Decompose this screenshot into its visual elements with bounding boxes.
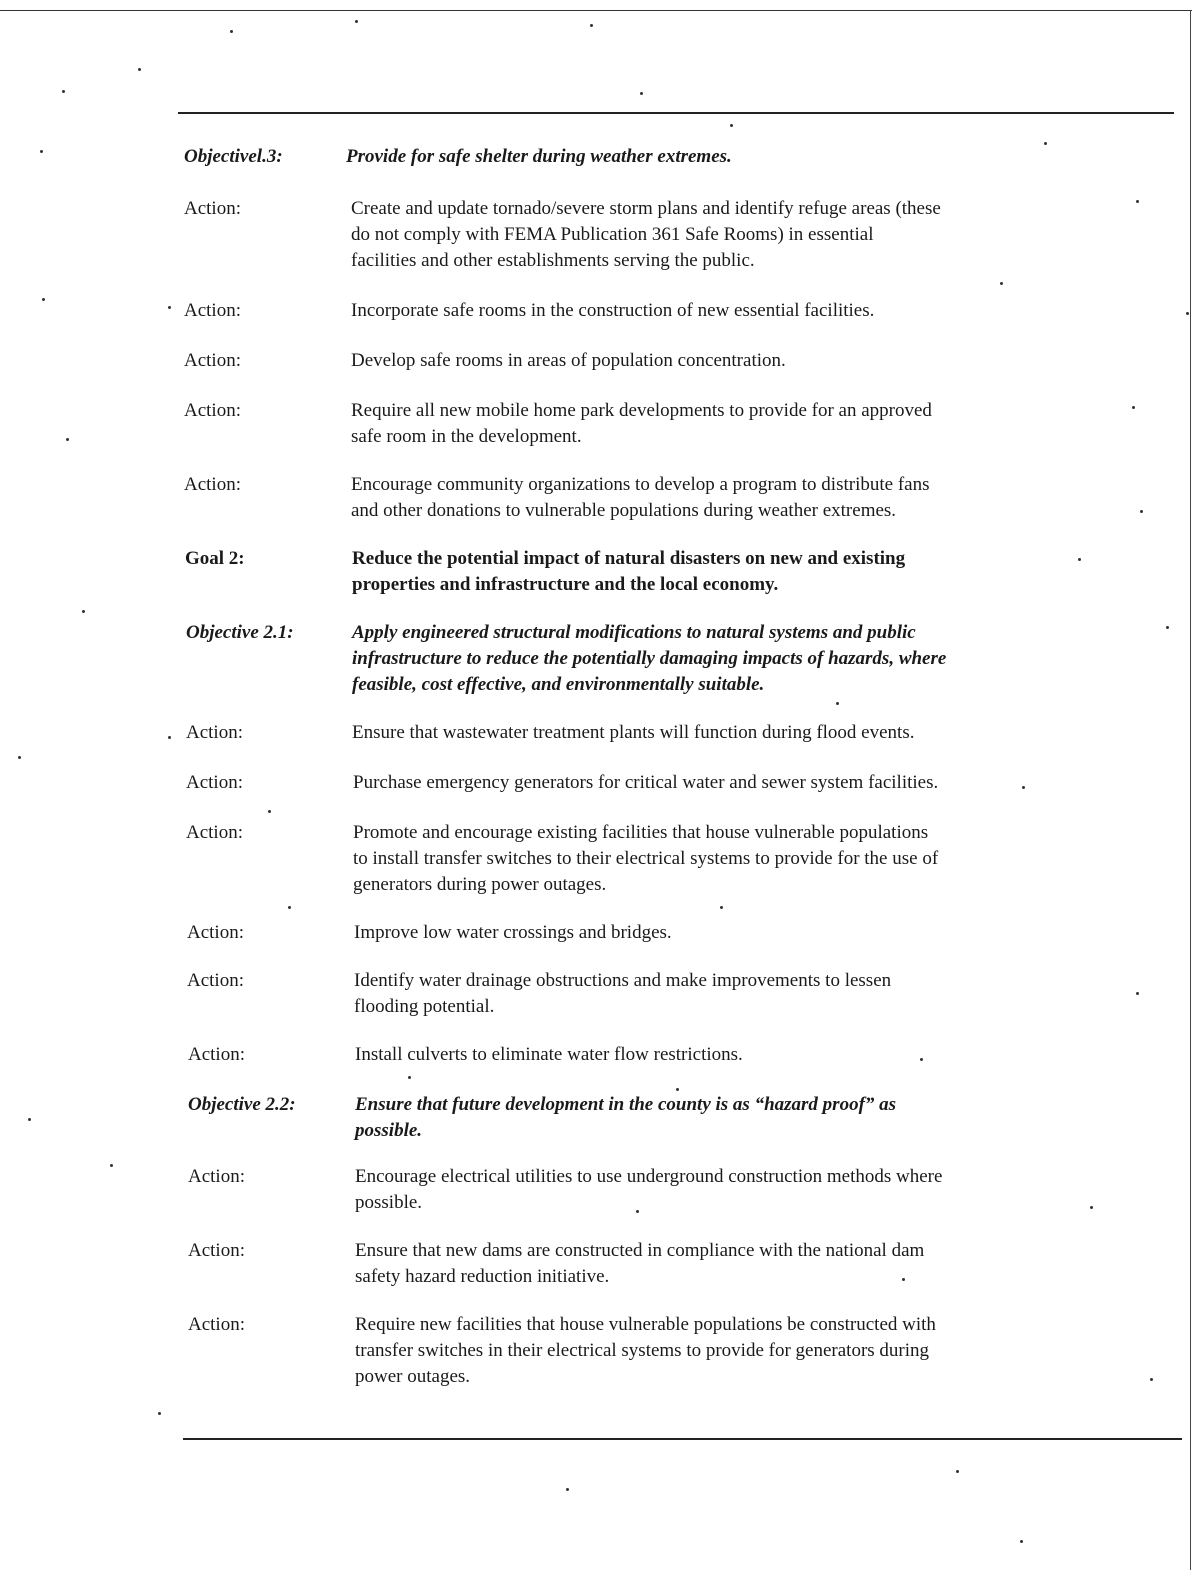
scan-speck xyxy=(1078,558,1081,561)
action-label: Action: xyxy=(188,1240,245,1261)
scan-speck xyxy=(158,1412,161,1415)
text-line: facilities and other establishments serving the public. xyxy=(351,250,755,271)
text-line: do not comply with FEMA Publication 361 Safe Rooms) in essential xyxy=(351,224,874,245)
action-label: Action: xyxy=(188,1044,245,1065)
text-line: properties and infrastructure and the local economy. xyxy=(352,574,779,595)
text-line: power outages. xyxy=(355,1366,471,1387)
scan-speck xyxy=(408,1076,411,1079)
text-line: Provide for safe shelter during weather extremes. xyxy=(346,146,732,167)
action-label: Action: xyxy=(186,772,243,793)
action-text xyxy=(355,1164,942,1216)
scan-speck xyxy=(956,1470,959,1473)
action-label: Action: xyxy=(184,474,241,495)
action-label: Action: xyxy=(188,1166,245,1187)
page-top-edge xyxy=(0,10,1192,11)
text-line: Ensure that new dams are constructed in compliance with the national dam xyxy=(355,1240,925,1261)
scan-speck xyxy=(1136,992,1139,995)
scan-speck xyxy=(720,906,723,909)
text-line: Require new facilities that house vulnerable populations be constructed with xyxy=(355,1314,936,1335)
scan-speck xyxy=(82,610,85,613)
text-line: Ensure that wastewater treatment plants will function during flood events. xyxy=(352,722,915,743)
scan-speck xyxy=(636,1210,639,1213)
action-text xyxy=(353,770,938,796)
text-line: transfer switches in their electrical systems to provide for generators during xyxy=(355,1340,930,1361)
scan-speck xyxy=(920,1058,923,1061)
scan-speck xyxy=(138,68,141,71)
scan-speck xyxy=(730,124,733,127)
text-line: Encourage electrical utilities to use underground construction methods where xyxy=(355,1166,943,1187)
action-text xyxy=(352,720,914,746)
action-text xyxy=(351,196,941,274)
scan-speck xyxy=(62,90,65,93)
header-rule xyxy=(178,112,1174,114)
action-text xyxy=(355,1042,743,1068)
text-line: Improve low water crossings and bridges. xyxy=(354,922,672,943)
scan-speck xyxy=(1140,510,1143,513)
scan-speck xyxy=(836,702,839,705)
action-label: Action: xyxy=(186,822,243,843)
text-line: Promote and encourage existing facilities that house vulnerable populations xyxy=(353,822,929,843)
scan-speck xyxy=(1022,786,1025,789)
scan-speck xyxy=(18,756,21,759)
text-line: Apply engineered structural modifications to natural systems and public xyxy=(352,622,916,643)
scan-speck xyxy=(1000,282,1003,285)
scan-speck xyxy=(1186,312,1189,315)
objective-label: Objectivel.3: xyxy=(184,146,283,167)
objective-label: Objective 2.1: xyxy=(186,622,294,643)
scan-speck xyxy=(42,298,45,301)
scan-speck xyxy=(902,1278,905,1281)
scan-speck xyxy=(640,92,643,95)
action-text xyxy=(355,1312,936,1390)
action-text xyxy=(353,820,938,898)
scan-speck xyxy=(1166,626,1169,629)
text-line: Reduce the potential impact of natural disasters on new and existing xyxy=(352,548,906,569)
text-line: to install transfer switches to their electrical systems to provide for the use of xyxy=(353,848,939,869)
scan-speck xyxy=(1090,1206,1093,1209)
scan-speck xyxy=(288,906,291,909)
text-line: Purchase emergency generators for critical water and sewer system facilities. xyxy=(353,772,939,793)
scan-speck xyxy=(590,24,593,27)
action-text xyxy=(351,472,929,524)
scan-speck xyxy=(1044,142,1047,145)
action-label: Action: xyxy=(184,300,241,321)
action-label: Action: xyxy=(187,970,244,991)
scan-speck xyxy=(1020,1540,1023,1543)
action-label: Action: xyxy=(184,400,241,421)
scan-speck xyxy=(566,1488,569,1491)
scan-speck xyxy=(66,438,69,441)
text-line: feasible, cost effective, and environmentally suitable. xyxy=(352,674,765,695)
action-label: Action: xyxy=(188,1314,245,1335)
text-line: Create and update tornado/severe storm plans and identify refuge areas (these xyxy=(351,198,941,219)
scan-speck xyxy=(168,736,171,739)
scan-speck xyxy=(355,20,358,23)
text-line: safe room in the development. xyxy=(351,426,582,447)
scan-speck xyxy=(40,150,43,153)
scan-speck xyxy=(1136,200,1139,203)
objective-text xyxy=(355,1092,896,1144)
text-line: Encourage community organizations to develop a program to distribute fans xyxy=(351,474,930,495)
scan-speck xyxy=(110,1164,113,1167)
scan-speck xyxy=(1150,1378,1153,1381)
action-label: Action: xyxy=(186,722,243,743)
text-line: possible. xyxy=(355,1120,423,1141)
footer-rule xyxy=(183,1438,1182,1440)
text-line: generators during power outages. xyxy=(353,874,607,895)
action-label: Action: xyxy=(184,350,241,371)
text-line: possible. xyxy=(355,1192,423,1213)
scan-speck xyxy=(268,810,271,813)
text-line: infrastructure to reduce the potentially damaging impacts of hazards, where xyxy=(352,648,947,669)
text-line: Develop safe rooms in areas of population concentration. xyxy=(351,350,786,371)
goal-label: Goal 2: xyxy=(185,548,245,569)
scan-speck xyxy=(230,30,233,33)
action-text xyxy=(355,1238,924,1290)
action-text xyxy=(354,968,891,1020)
text-line: Incorporate safe rooms in the construction of new essential facilities. xyxy=(351,300,875,321)
text-line: Install culverts to eliminate water flow restrictions. xyxy=(355,1044,743,1065)
text-line: and other donations to vulnerable populations during weather extremes. xyxy=(351,500,897,521)
page-right-edge xyxy=(1190,10,1191,1570)
action-text xyxy=(354,920,672,946)
objective-text xyxy=(352,620,946,698)
text-line: Require all new mobile home park developments to provide for an approved xyxy=(351,400,932,421)
scan-speck xyxy=(1132,406,1135,409)
text-line: safety hazard reduction initiative. xyxy=(355,1266,610,1287)
scan-speck xyxy=(676,1088,679,1091)
action-text xyxy=(351,298,874,324)
action-text xyxy=(351,348,786,374)
goal-text xyxy=(352,546,905,598)
text-line: Ensure that future development in the county is as “hazard proof” as xyxy=(355,1094,897,1115)
action-text xyxy=(351,398,932,450)
scan-speck xyxy=(168,306,171,309)
action-label: Action: xyxy=(187,922,244,943)
text-line: flooding potential. xyxy=(354,996,495,1017)
action-label: Action: xyxy=(184,198,241,219)
objective-label: Objective 2.2: xyxy=(188,1094,296,1115)
text-line: Identify water drainage obstructions and make improvements to lessen xyxy=(354,970,892,991)
objective-text xyxy=(346,144,732,170)
scan-speck xyxy=(28,1118,31,1121)
